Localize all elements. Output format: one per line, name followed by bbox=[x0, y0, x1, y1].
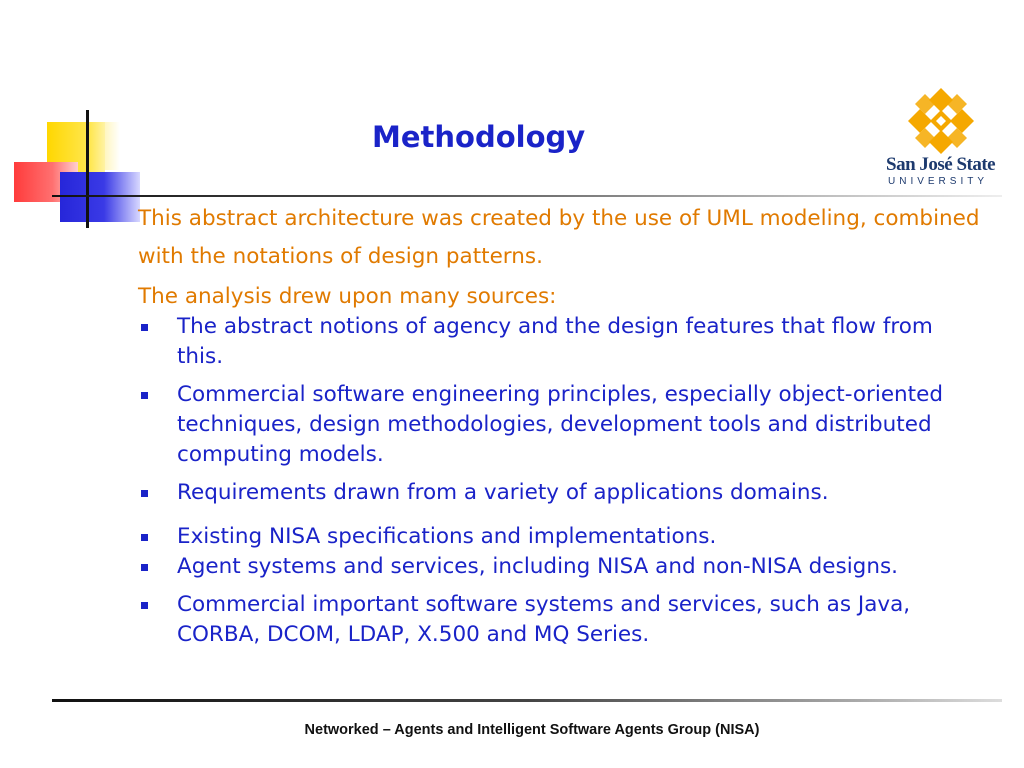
list-item bbox=[138, 312, 947, 372]
square-bullet-icon bbox=[141, 534, 148, 541]
slide-body bbox=[138, 200, 998, 647]
footer-divider bbox=[52, 699, 1002, 702]
square-bullet-icon bbox=[141, 490, 148, 497]
square-bullet-icon bbox=[141, 602, 148, 609]
square-bullet-icon bbox=[141, 392, 148, 399]
title-divider bbox=[52, 195, 1002, 197]
decor-yellow-fade bbox=[90, 122, 120, 170]
decor-vertical-line bbox=[86, 110, 89, 228]
list-item bbox=[138, 522, 998, 552]
list-item-text: Commercial important software systems and services, such as Java, CORBA, DCOM, LDAP, X.500 and MQ Series. bbox=[177, 592, 911, 647]
list-item bbox=[138, 380, 1007, 470]
slide-footer: Networked – Agents and Intelligent Software Agents Group (NISA) bbox=[304, 722, 760, 738]
intro-paragraph-1: This abstract architecture was created by the use of UML modeling, combined with the notations of design patterns. bbox=[138, 206, 980, 269]
sjsu-logo bbox=[886, 88, 1004, 188]
sjsu-diamond-lattice-icon bbox=[908, 88, 974, 154]
slide-title: Methodology bbox=[372, 120, 586, 154]
list-item-text: The abstract notions of agency and the design features that flow from this. bbox=[177, 314, 933, 369]
list-item-text: Existing NISA specifications and implementations. bbox=[177, 524, 717, 549]
square-bullet-icon bbox=[141, 564, 148, 571]
logo-name: San José State bbox=[886, 154, 996, 175]
list-item-text: Agent systems and services, including NISA and non-NISA designs. bbox=[177, 554, 898, 579]
logo-subtitle: UNIVERSITY bbox=[888, 176, 989, 187]
bullet-list bbox=[138, 312, 998, 650]
intro-paragraph-2: The analysis drew upon many sources: bbox=[138, 284, 557, 309]
list-item bbox=[138, 478, 998, 508]
list-item bbox=[138, 552, 947, 582]
list-item-text: Requirements drawn from a variety of applications domains. bbox=[177, 480, 829, 505]
list-item-text: Commercial software engineering principles, especially object-oriented techniques, design methodologies, development tools and distributed computing models. bbox=[177, 382, 943, 467]
square-bullet-icon bbox=[141, 324, 148, 331]
list-item bbox=[138, 590, 997, 650]
decor-blue-square bbox=[60, 172, 140, 222]
